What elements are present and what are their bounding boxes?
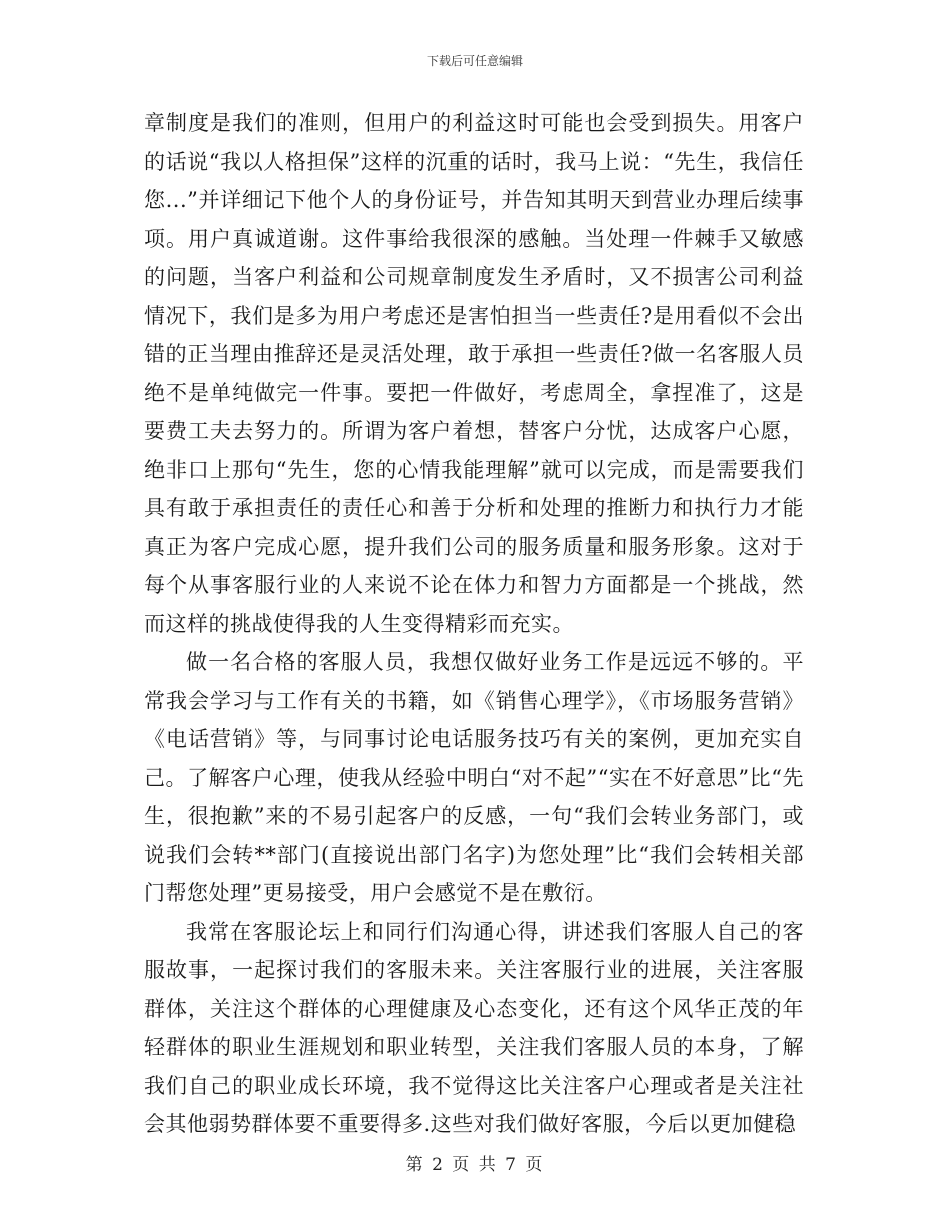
paragraph-3: 我常在客服论坛上和同行们沟通心得，讲述我们客服人自己的客服故事，一起探讨我们的客服未来。关注客服行业的进展，关注客服群体，关注这个群体的心理健康及心态变化，还有这个风华正茂的年轻群体的职业生涯规划和职业转型，关注我们客服人员的本身，了解我们自己的职业成长环境，我不觉得这比关注客户心理或者是关注社会其他弱势群体要不重要得多.这些对我们做好客服，今后以更加健稳 — [144, 919, 804, 1136]
paragraph-1: 章制度是我们的准则，但用户的利益这时可能也会受到损失。用客户的话说“我以人格担保”这样的沉重的话时，我马上说：“先生，我信任您...”并详细记下他个人的身份证号，并告知其明天到营业办理后续事项。用户真诚道谢。这件事给我很深的感触。当处理一件棘手又敏感的问题，当客户利益和公司规章制度发生矛盾时，又不损害公司利益情况下，我们是多为用户考虑还是害怕担当一些责任?是用看似不会出错的正当理由推辞还是灵活处理，敢于承担一些责任?做一名客服人员绝不是单纯做完一件事。要把一件做好，考虑周全，拿捏准了，这是要费工夫去努力的。所谓为客户着想，替客户分忧，达成客户心愿，绝非口上那句“先生，您的心情我能理解”就可以完成，而是需要我们具有敢于承担责任的责任心和善于分析和处理的推断力和执行力才能真正为客户完成心愿，提升我们公司的服务质量和服务形象。这对于每个从事客服行业的人来说不论在体力和智力方面都是一个挑战，然而这样的挑战使得我的人生变得精彩而充实。 — [144, 111, 804, 636]
paragraph-2: 做一名合格的客服人员，我想仅做好业务工作是远远不够的。平常我会学习与工作有关的书籍，如《销售心理学》，《市场服务营销》《电话营销》等，与同事讨论电话服务技巧有关的案例，更加充实自己。了解客户心理，使我从经验中明白“对不起”“实在不好意思”比“先生，很抱歉”来的不易引起客户的反感，一句“我们会转业务部门，或说我们会转**部门(直接说出部门名字)为您处理”比“我们会转相关部门帮您处理”更易接受，用户会感觉不是在敷衍。 — [144, 650, 804, 905]
page-footer: 第 2 页 共 7 页 — [405, 1155, 545, 1175]
page-header: 下载后可任意编辑 — [426, 54, 523, 68]
document-body — [144, 104, 804, 1144]
